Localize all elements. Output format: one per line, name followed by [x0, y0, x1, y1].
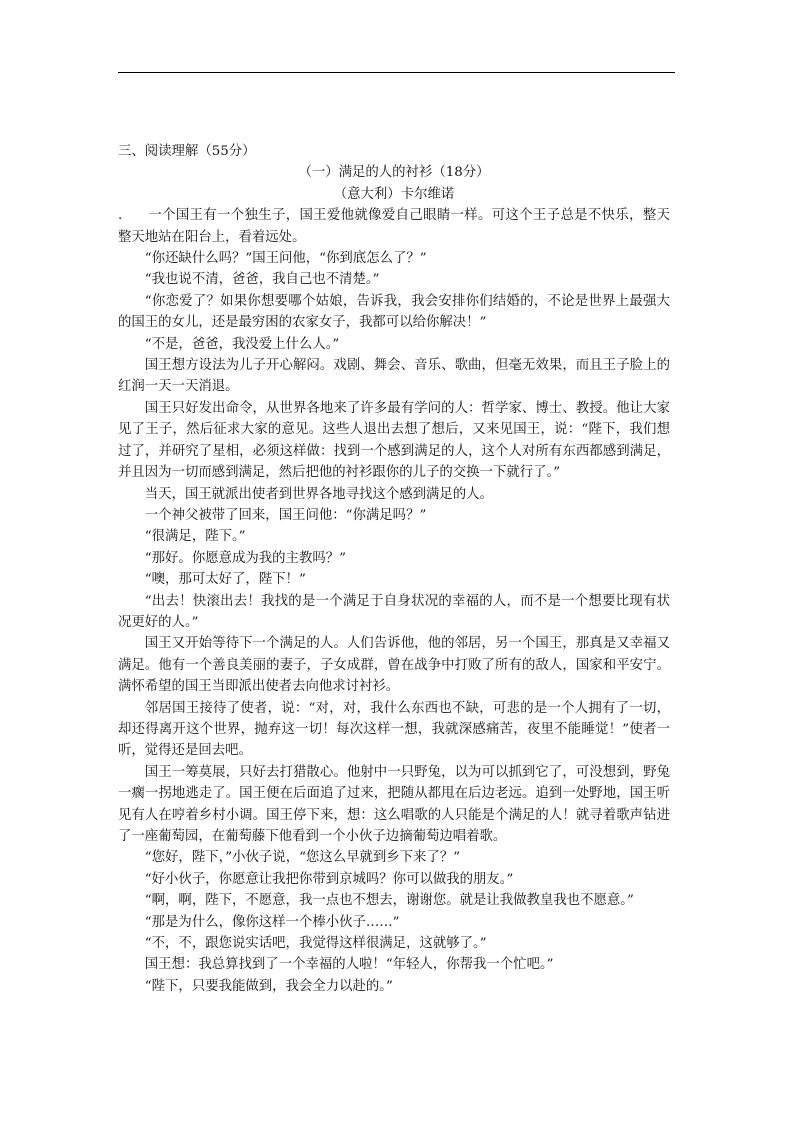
- section-title: 三、阅读理解（55分）: [118, 144, 256, 159]
- paragraph: [118, 205, 670, 248]
- paragraph: 邻居国王接待了使者，说：“对，对，我什么东西也不缺，可悲的是一个人拥有了一切，却还得离开这个世界，抛弃这一切！每次这样一想，我就深感痛苦，夜里不能睡觉！”使者一听，觉得还是回去吧。: [118, 700, 670, 759]
- header-rule: [118, 72, 675, 73]
- paragraph: 国王只好发出命令，从世界各地来了许多最有学问的人：哲学家、博士、教授。他让大家见了王子，然后征求大家的意见。这些人退出去想了想后，又来见国王，说：“陛下，我们想过了，并研究了星相，必须这样做：找到一个感到满足的人，这个人对所有东西都感到满足，并且因为一切而感到满足，然后把他的衬衫跟你的儿子的交换一下就行了。”: [118, 400, 670, 481]
- paragraph: 国王一筹莫展，只好去打猎散心。他射中一只野兔，以为可以抓到它了，可没想到，野兔一瘸一拐地逃走了。国王便在后面追了过来，把随从都甩在后边老远。追到一处野地，国王听见有人在哼着乡村小调。国王停下来，想：这么唱歌的人只能是个满足的人！就寻着歌声钻进了一座葡萄园，在葡萄藤下他看到一个小伙子边摘葡萄边唱着歌。: [118, 764, 670, 844]
- paragraph: 国王想：我总算找到了一个幸福的人啦！“年轻人，你帮我一个忙吧。”: [144, 957, 554, 973]
- paragraph: “你还缺什么吗？”国王问他，“你到底怎么了？”: [144, 251, 427, 267]
- paragraph: “那是为什么，像你这样一个棒小伙子……”: [144, 914, 400, 930]
- paragraph: “啊，啊，陛下，不愿意，我一点也不想去，谢谢您。就是让我做教皇我也不愿意。”: [144, 893, 634, 909]
- paragraph: “我也说不清，爸爸，我自己也不清楚。”: [144, 272, 380, 288]
- paragraph: “不是，爸爸，我没爱上什么人。”: [144, 336, 340, 352]
- paragraph: 一个神父被带了回来，国王问他：“你满足吗？”: [144, 507, 427, 523]
- paragraph: “陛下，只要我能做到，我会全力以赴的。”: [144, 978, 393, 994]
- paragraph-text: 一个国王有一个独生子，国王爱他就像爱自己眼睛一样。可这个王子总是不快乐，整天整天地站在阳台上，看着远处。: [118, 208, 670, 245]
- paragraph: “很满足，陛下。”: [144, 529, 246, 545]
- paragraph: “出去！快滚出去！我找的是一个满足于自身状况的幸福的人，而不是一个想要比现有状况更好的人。”: [118, 593, 670, 630]
- paragraph: 国王想方设法为儿子开心解闷。戏剧、舞会、音乐、歌曲，但毫无效果，而且王子脸上的红润一天一天消退。: [118, 358, 670, 395]
- paragraph: 国王又开始等待下一个满足的人。人们告诉他，他的邻居，另一个国王，那真是又幸福又满足。他有一个善良美丽的妻子，子女成群，曾在战争中打败了所有的敌人，国家和平安宁。满怀希望的国王当即派出使者去向他求讨衬衫。: [118, 636, 670, 695]
- paragraph: “你恋爱了？如果你想要哪个姑娘，告诉我，我会安排你们结婚的，不论是世界上最强大的国王的女儿，还是最穷困的农家女子，我都可以给你解决！”: [118, 293, 670, 331]
- paragraph: “那好。你愿意成为我的主教吗？”: [144, 550, 346, 566]
- paragraph: “您好，陛下，”小伙子说，“您这么早就到乡下来了？”: [144, 850, 461, 866]
- paragraph: “好小伙子，你愿意让我把你带到京城吗？你可以做我的朋友。”: [144, 871, 514, 887]
- paragraph: “噢，那可太好了，陛下！”: [144, 572, 306, 588]
- paragraph-marker: .: [118, 208, 123, 224]
- article-author: （意大利）卡尔维诺: [333, 186, 455, 202]
- article-title: （一）满足的人的衬衫（18分）: [298, 165, 490, 181]
- paragraph: 当天，国王就派出使者到世界各地寻找这个感到满足的人。: [144, 486, 493, 502]
- reading-section: [118, 141, 670, 997]
- paragraph: “不，不，跟您说实话吧，我觉得这样很满足，这就够了。”: [144, 936, 487, 952]
